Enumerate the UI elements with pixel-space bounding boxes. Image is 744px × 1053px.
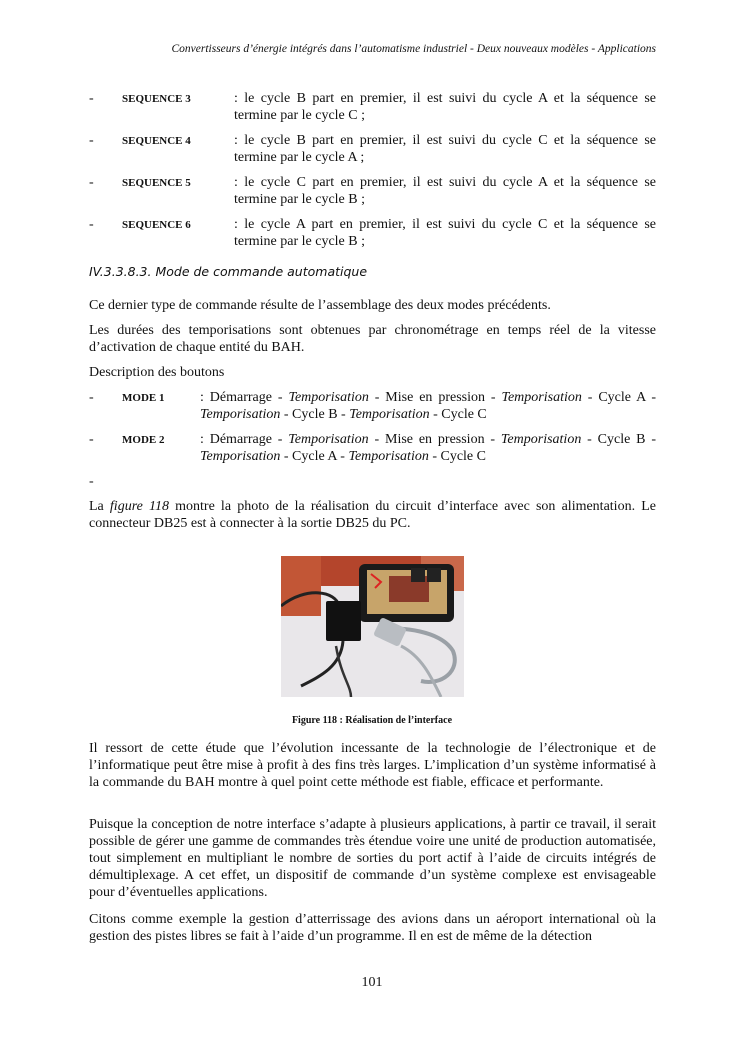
mode-text: : Démarrage - Temporisation - Mise en pression - Temporisation - Cycle B - Temporisation - Cycle A - Temporisation - Cycle C (200, 432, 657, 464)
paragraph: La figure 118 montre la photo de la réalisation du circuit d’interface avec son alimentation. Le connecteur DB25 est à connecter à la sortie DB25 du PC. (89, 499, 656, 531)
interface-photo-drawing (281, 556, 464, 697)
sequence-item (89, 174, 656, 208)
sequence-text: : le cycle C part en premier, il est suivi du cycle A et la séquence se termine par le cycle B ; (234, 175, 656, 207)
sequence-label: SEQUENCE 5 (122, 177, 191, 189)
paragraph: Ce dernier type de commande résulte de l’assemblage des deux modes précédents. (89, 298, 551, 313)
mode-item (89, 389, 656, 423)
figure-caption: Figure 118 : Réalisation de l’interface (291, 715, 453, 726)
sequence-text: : le cycle B part en premier, il est suivi du cycle C et la séquence se termine par le cycle A ; (234, 133, 656, 165)
sequence-label: SEQUENCE 6 (122, 219, 191, 231)
list-dash: - (89, 175, 94, 190)
paragraph: Description des boutons (89, 365, 225, 380)
list-dash: - (89, 217, 94, 232)
sequence-item (89, 132, 656, 166)
paragraph: Citons comme exemple la gestion d’atterrissage des avions dans un aéroport international où la gestion des pistes libres se fait à l’aide d’un programme. Il en est de même de la détection (89, 912, 656, 944)
paragraph: Les durées des temporisations sont obtenues par chronométrage en temps réel de la vitesse d’activation de chaque entité du BAH. (89, 323, 656, 355)
list-dash: - (89, 474, 94, 489)
sequence-text: : le cycle B part en premier, il est suivi du cycle A et la séquence se termine par le cycle C ; (234, 91, 656, 123)
paragraph: Il ressort de cette étude que l’évolution incessante de la technologie de l’électronique et de l’informatique peut être mise à profit à des fins très larges. L’implication d’un système informatisé à la commande du BAH montre à quel point cette méthode est fiable, efficace et performante. (89, 741, 656, 790)
list-dash: - (89, 390, 94, 405)
paragraph: Puisque la conception de notre interface s’adapte à plusieurs applications, à partir ce travail, il serait possible de gérer une gamme de commandes très étendue voire une unité de production automatisée, tout simplement en multipliant le nombre de sorties du port actif à l’aide de circuits intégrés de démultiplexage. A cet effet, un dispositif de commande d’un système complexe est envisageable pour d’éventuelles applications. (89, 817, 656, 900)
mode-label: MODE 1 (122, 392, 165, 404)
running-header: Convertisseurs d’énergie intégrés dans l’automatisme industriel - Deux nouveaux modèles - Applications (171, 43, 656, 55)
mode-text: : Démarrage - Temporisation - Mise en pression - Temporisation - Cycle A - Temporisation - Cycle B - Temporisation - Cycle C (200, 390, 657, 422)
sequence-label: SEQUENCE 4 (122, 135, 191, 147)
list-dash: - (89, 133, 94, 148)
section-heading: IV.3.3.8.3. Mode de commande automatique (89, 264, 368, 279)
sequence-item (89, 90, 656, 124)
mode-item (89, 431, 656, 465)
list-dash: - (89, 432, 94, 447)
page-number: 101 (361, 975, 383, 990)
list-dash: - (89, 91, 94, 106)
sequence-label: SEQUENCE 3 (122, 93, 191, 105)
interface-photo (281, 556, 464, 697)
sequence-text: : le cycle A part en premier, il est suivi du cycle C et la séquence se termine par le cycle B ; (234, 217, 656, 249)
mode-label: MODE 2 (122, 434, 165, 446)
sequence-item (89, 216, 656, 250)
